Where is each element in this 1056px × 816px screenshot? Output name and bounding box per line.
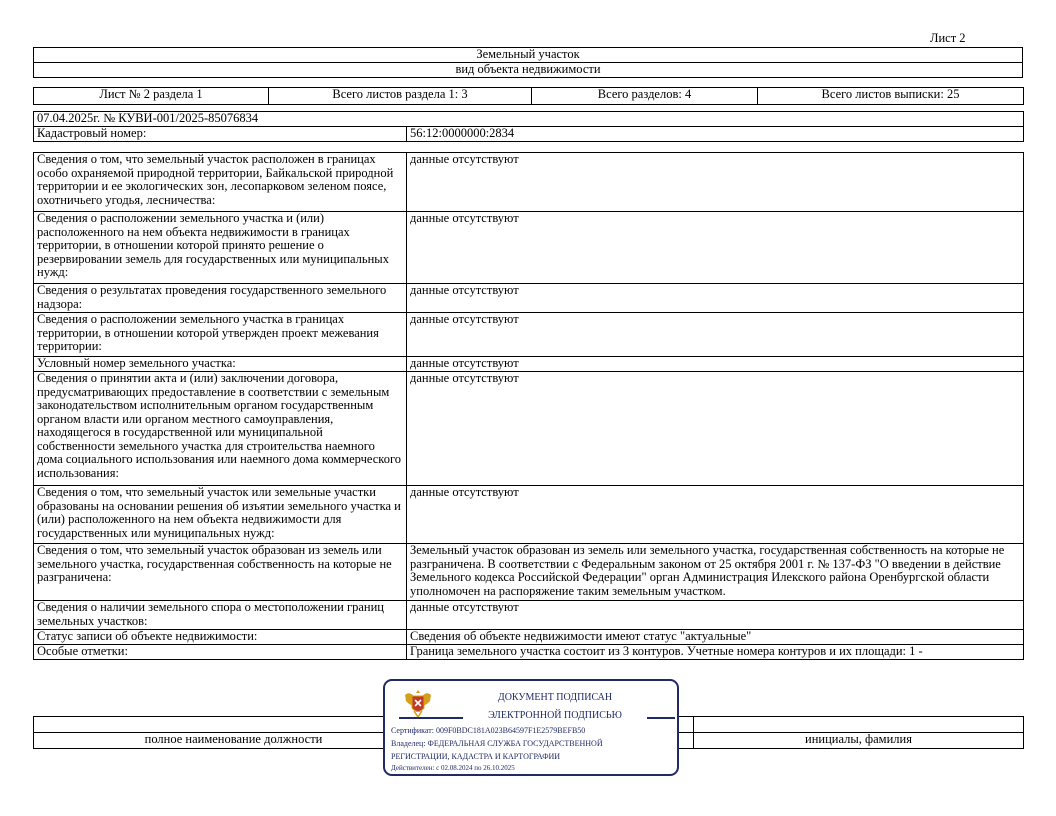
- russian-coat-of-arms-icon: [403, 687, 433, 719]
- sheet-of-section: Лист № 2 раздела 1: [34, 88, 269, 105]
- table-row: [34, 645, 1024, 660]
- row-value: данные отсутствуют: [407, 601, 1024, 630]
- row-value: данные отсутствуют: [407, 372, 1024, 486]
- extract-date-number: 07.04.2025г. № КУВИ-001/2025-85076834: [34, 112, 1024, 127]
- table-row: [34, 630, 1024, 645]
- table-row: [34, 153, 1024, 212]
- table-row: [34, 486, 1024, 544]
- row-label: Сведения о том, что земельный участок расположен в границах особо охраняемой природной территории, Байкальской природной территории и ее экологических зон, лесопарковом зеленом поясе, охотничьего угодья, лесничества:: [34, 153, 407, 212]
- stamp-rule-right: [647, 717, 675, 719]
- table-row: [34, 313, 1024, 357]
- sheet-counters-table: [33, 87, 1024, 105]
- position-field: [34, 717, 434, 733]
- row-value: данные отсутствуют: [407, 153, 1024, 212]
- total-sections: Всего разделов: 4: [532, 88, 758, 105]
- stamp-validity: Действителен: с 02.08.2024 по 26.10.2025: [391, 764, 515, 772]
- row-value: Земельный участок образован из земель или земельного участка, государственная собственность на которые не разграничена. В соответствии с Федеральным законом от 25 октября 2001 г. № 137-ФЗ "О введении в действие Земельного кодекса Российской Федерации" орган Администрация Илекского района Оренбургской области уполномочен на распоряжение таким земельным участком.: [407, 544, 1024, 601]
- row-value: данные отсутствуют: [407, 357, 1024, 372]
- cadastral-number-value: 56:12:0000000:2834: [407, 127, 1024, 142]
- row-label: Особые отметки:: [34, 645, 407, 660]
- row-value: данные отсутствуют: [407, 313, 1024, 357]
- table-row: [34, 544, 1024, 601]
- table-row: [34, 284, 1024, 313]
- stamp-owner-line2: РЕГИСТРАЦИИ, КАДАСТРА И КАРТОГРАФИИ: [391, 752, 561, 761]
- row-label: Сведения о том, что земельный участок образован из земель или земельного участка, государственная собственность на которые не разграничена:: [34, 544, 407, 601]
- table-row: [34, 601, 1024, 630]
- cadastral-number-label: Кадастровый номер:: [34, 127, 407, 142]
- electronic-signature-stamp: [383, 679, 679, 776]
- row-label: Сведения о принятии акта и (или) заключении договора, предусматривающих предоставление в соответствии с земельным законодательством исполнительным органом государственным органом власти или органом местного самоуправления, находящегося в государственной или муниципальной собственности земельного участка для строительства наемного дома социального использования или наемного дома коммерческого использования:: [34, 372, 407, 486]
- object-kind: вид объекта недвижимости: [34, 63, 1023, 78]
- sheet-label: Лист 2: [930, 31, 966, 45]
- row-label: Сведения о наличии земельного спора о местоположении границ земельных участков:: [34, 601, 407, 630]
- extract-id-table: [33, 111, 1024, 142]
- name-field: [694, 717, 1024, 733]
- table-row: [34, 372, 1024, 486]
- stamp-owner-line1: Владелец: ФЕДЕРАЛЬНАЯ СЛУЖБА ГОСУДАРСТВЕННОЙ: [391, 739, 603, 748]
- row-label: Сведения о расположении земельного участка и (или) расположенного на нем объекта недвижимости в границах территории, в отношении которой принято решение о резервировании земель для государственных или муниципальных нужд:: [34, 212, 407, 284]
- total-sheets-section: Всего листов раздела 1: 3: [269, 88, 532, 105]
- row-value: данные отсутствуют: [407, 284, 1024, 313]
- row-label: Сведения о том, что земельный участок или земельные участки образованы на основании решения об изъятии земельного участка и (или) расположенного на нем объекта недвижимости для государственных или муниципальных нужд:: [34, 486, 407, 544]
- row-value: Граница земельного участка состоит из 3 контуров. Учетные номера контуров и их площади: 1 -: [407, 645, 1024, 660]
- row-label: Сведения о расположении земельного участка в границах территории, в отношении которой утвержден проект межевания территории:: [34, 313, 407, 357]
- object-type: Земельный участок: [34, 48, 1023, 63]
- object-header-table: [33, 47, 1023, 78]
- row-value: Сведения об объекте недвижимости имеют статус "актуальные": [407, 630, 1024, 645]
- row-value: данные отсутствуют: [407, 486, 1024, 544]
- land-plot-details-table: [33, 152, 1024, 660]
- stamp-line-electronic: ЭЛЕКТРОННОЙ ПОДПИСЬЮ: [488, 710, 622, 721]
- stamp-certificate: Сертификат: 009F0BDC181A023B64597F1E2579BEFB50: [391, 726, 586, 735]
- row-label: Статус записи об объекте недвижимости:: [34, 630, 407, 645]
- name-caption: инициалы, фамилия: [694, 733, 1024, 749]
- table-row: [34, 357, 1024, 372]
- row-label: Условный номер земельного участка:: [34, 357, 407, 372]
- stamp-line-signed: ДОКУМЕНТ ПОДПИСАН: [497, 692, 613, 703]
- row-value: данные отсутствуют: [407, 212, 1024, 284]
- position-caption: полное наименование должности: [34, 733, 434, 749]
- total-sheets-extract: Всего листов выписки: 25: [758, 88, 1024, 105]
- row-label: Сведения о результатах проведения государственного земельного надзора:: [34, 284, 407, 313]
- table-row: [34, 212, 1024, 284]
